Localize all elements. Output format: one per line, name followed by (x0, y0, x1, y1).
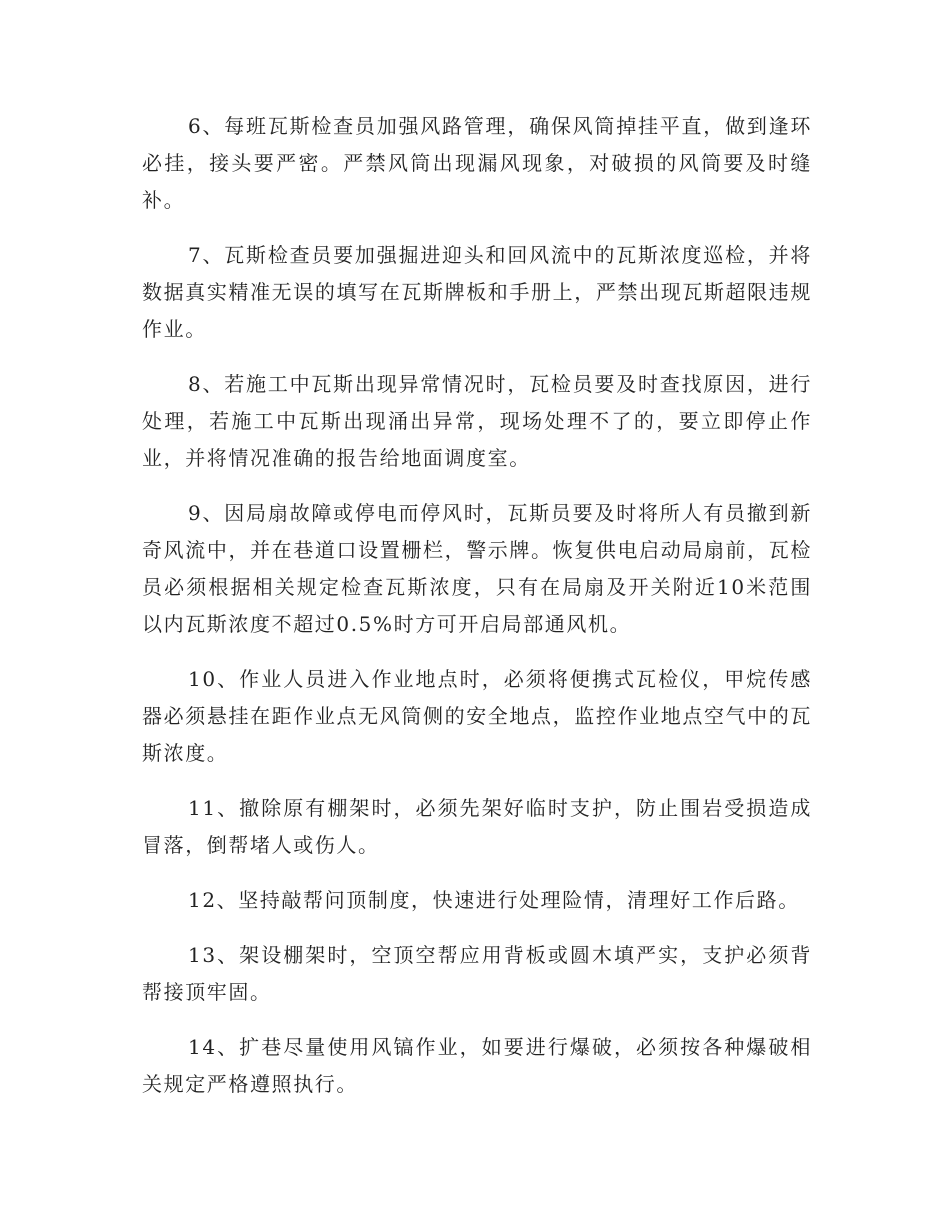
paragraph-item-13: 13、架设棚架时，空顶空帮应用背板或圆木填严实，支护必须背帮接顶牢固。 (142, 943, 812, 1004)
paragraph-item-6: 6、每班瓦斯检查员加强风路管理，确保风筒掉挂平直，做到逢环必挂，接头要严密。严禁风筒出现漏风现象，对破损的风筒要及时缝补。 (142, 114, 812, 212)
document-body (142, 108, 812, 1121)
paragraph-item-11: 11、撤除原有棚架时，必须先架好临时支护，防止围岩受损造成冒落，倒帮堵人或伤人。 (142, 796, 812, 857)
paragraph-item-10: 10、作业人员进入作业地点时，必须将便携式瓦检仪，甲烷传感器必须悬挂在距作业点无风筒侧的安全地点，监控作业地点空气中的瓦斯浓度。 (142, 667, 812, 765)
paragraph-item-12: 12、坚持敲帮问顶制度，快速进行处理险情，清理好工作后路。 (188, 888, 800, 912)
paragraph-item-9: 9、因局扇故障或停电而停风时，瓦斯员要及时将所人有员撤到新奇风流中，并在巷道口设置栅栏，警示牌。恢复供电启动局扇前，瓦检员必须根据相关规定检查瓦斯浓度，只有在局扇及开关附近10米范围以内瓦斯浓度不超过0.5%时方可开启局部通风机。 (142, 501, 812, 636)
paragraph-item-7: 7、瓦斯检查员要加强掘进迎头和回风流中的瓦斯浓度巡检，并将数据真实精准无误的填写在瓦斯牌板和手册上，严禁出现瓦斯超限违规作业。 (142, 243, 812, 341)
paragraph-item-8: 8、若施工中瓦斯出现异常情况时，瓦检员要及时查找原因，进行处理，若施工中瓦斯出现涌出异常，现场处理不了的，要立即停止作业，并将情况准确的报告给地面调度室。 (142, 372, 812, 470)
paragraph-item-14: 14、扩巷尽量使用风镐作业，如要进行爆破，必须按各种爆破相关规定严格遵照执行。 (142, 1035, 812, 1096)
